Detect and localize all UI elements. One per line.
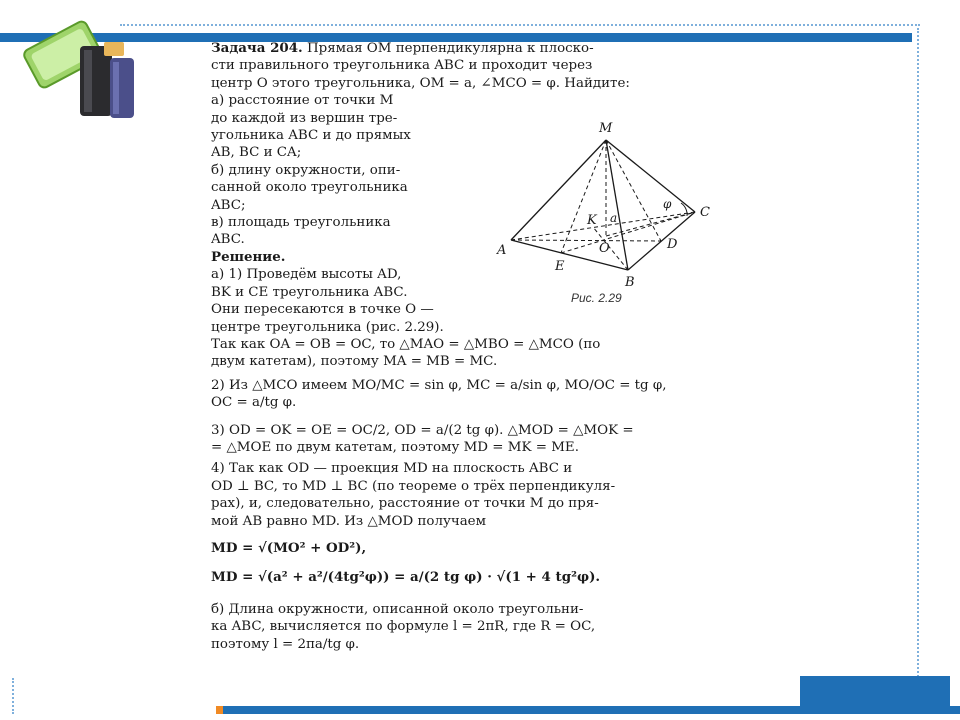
label-o: O — [599, 241, 610, 256]
label-c: C — [700, 205, 710, 220]
solution-line: а) 1) Проведём высоты AD, — [211, 267, 402, 283]
label-angle-phi: φ — [663, 197, 672, 211]
pyramid-figure — [495, 118, 720, 308]
solution-line: 3) OD = OK = OE = OC/2, OD = a/(2 tg φ). △MOD = △MOK = — [211, 422, 634, 438]
books-icon — [18, 6, 153, 121]
solution-line: BK и CE треугольника ABC. — [211, 284, 408, 300]
label-m: M — [599, 121, 613, 136]
label-a: A — [497, 243, 507, 258]
solution-line: ка ABC, вычисляется по формуле l = 2πR, где R = OC, — [211, 619, 596, 635]
right-dotted-line — [917, 28, 919, 708]
solution-line: б) Длина окружности, описанной около треугольни- — [211, 601, 584, 617]
label-k: K — [587, 213, 597, 228]
item-b: ABC; — [211, 197, 246, 213]
bottom-accent-block — [800, 676, 950, 706]
bottom-accent-bar — [216, 706, 960, 714]
item-c: в) площадь треугольника — [211, 215, 391, 231]
item-c: ABC. — [211, 232, 245, 248]
label-e: E — [555, 259, 565, 274]
item-a: до каждой из вершин тре- — [211, 110, 398, 126]
item-a: угольника ABC и до прямых — [211, 128, 411, 144]
figure-caption: Рис. 2.29 — [571, 291, 622, 305]
label-d: D — [667, 237, 678, 252]
solution-line: центре треугольника (рис. 2.29). — [211, 319, 444, 335]
task-line: сти правильного треугольника ABC и проходит через — [211, 58, 593, 74]
top-dotted-line — [120, 24, 920, 26]
item-b: б) длину окружности, опи- — [211, 162, 401, 178]
task-line: Прямая OM перпендикулярна к плоско- — [306, 41, 594, 56]
item-b: санной около треугольника — [211, 180, 408, 196]
label-segment-a: a — [610, 211, 618, 225]
bottom-orange-marker — [216, 706, 223, 714]
solution-line: поэтому l = 2πa/tg φ. — [211, 636, 360, 652]
item-a: а) расстояние от точки M — [211, 93, 394, 109]
formula-md-expanded: MD = √(a² + a²/(4tg²φ)) = a/(2 tg φ) · √(1 + 4 tg²φ). — [211, 569, 601, 586]
solution-line: Так как OA = OB = OC, то △MAO = △MBO = △MCO (по — [211, 336, 601, 352]
task-line: центр O этого треугольника, OM = a, ∠MCO = φ. Найдите: — [211, 75, 630, 91]
solution-line: 4) Так как OD — проекция MD на плоскость ABC и — [211, 461, 573, 477]
solution-line: рах), и, следовательно, расстояние от точки M до пря- — [211, 496, 599, 512]
solution-line: OC = a/tg φ. — [211, 395, 297, 411]
solution-line: двум катетам), поэтому MA = MB = MC. — [211, 354, 498, 370]
task-title: Задача 204. — [211, 40, 303, 56]
left-dotted-line — [12, 678, 14, 714]
solution-line: мой AB равно MD. Из △MOD получаем — [211, 513, 487, 529]
task-items — [211, 92, 473, 336]
item-a: AB, BC и CA; — [211, 145, 302, 161]
solution-heading: Решение. — [211, 248, 286, 265]
solution-line: OD ⊥ BC, то MD ⊥ BC (по теореме о трёх перпендикуля- — [211, 478, 616, 494]
solution-line: Они пересекаются в точке O — — [211, 302, 434, 318]
formula-md: MD = √(MO² + OD²), — [211, 539, 367, 556]
label-b: B — [625, 275, 635, 290]
solution-line: = △MOE по двум катетам, поэтому MD = MK = ME. — [211, 439, 579, 455]
solution-line: 2) Из △MCO имеем MO/MC = sin φ, MC = a/sin φ, MO/OC = tg φ, — [211, 377, 667, 393]
